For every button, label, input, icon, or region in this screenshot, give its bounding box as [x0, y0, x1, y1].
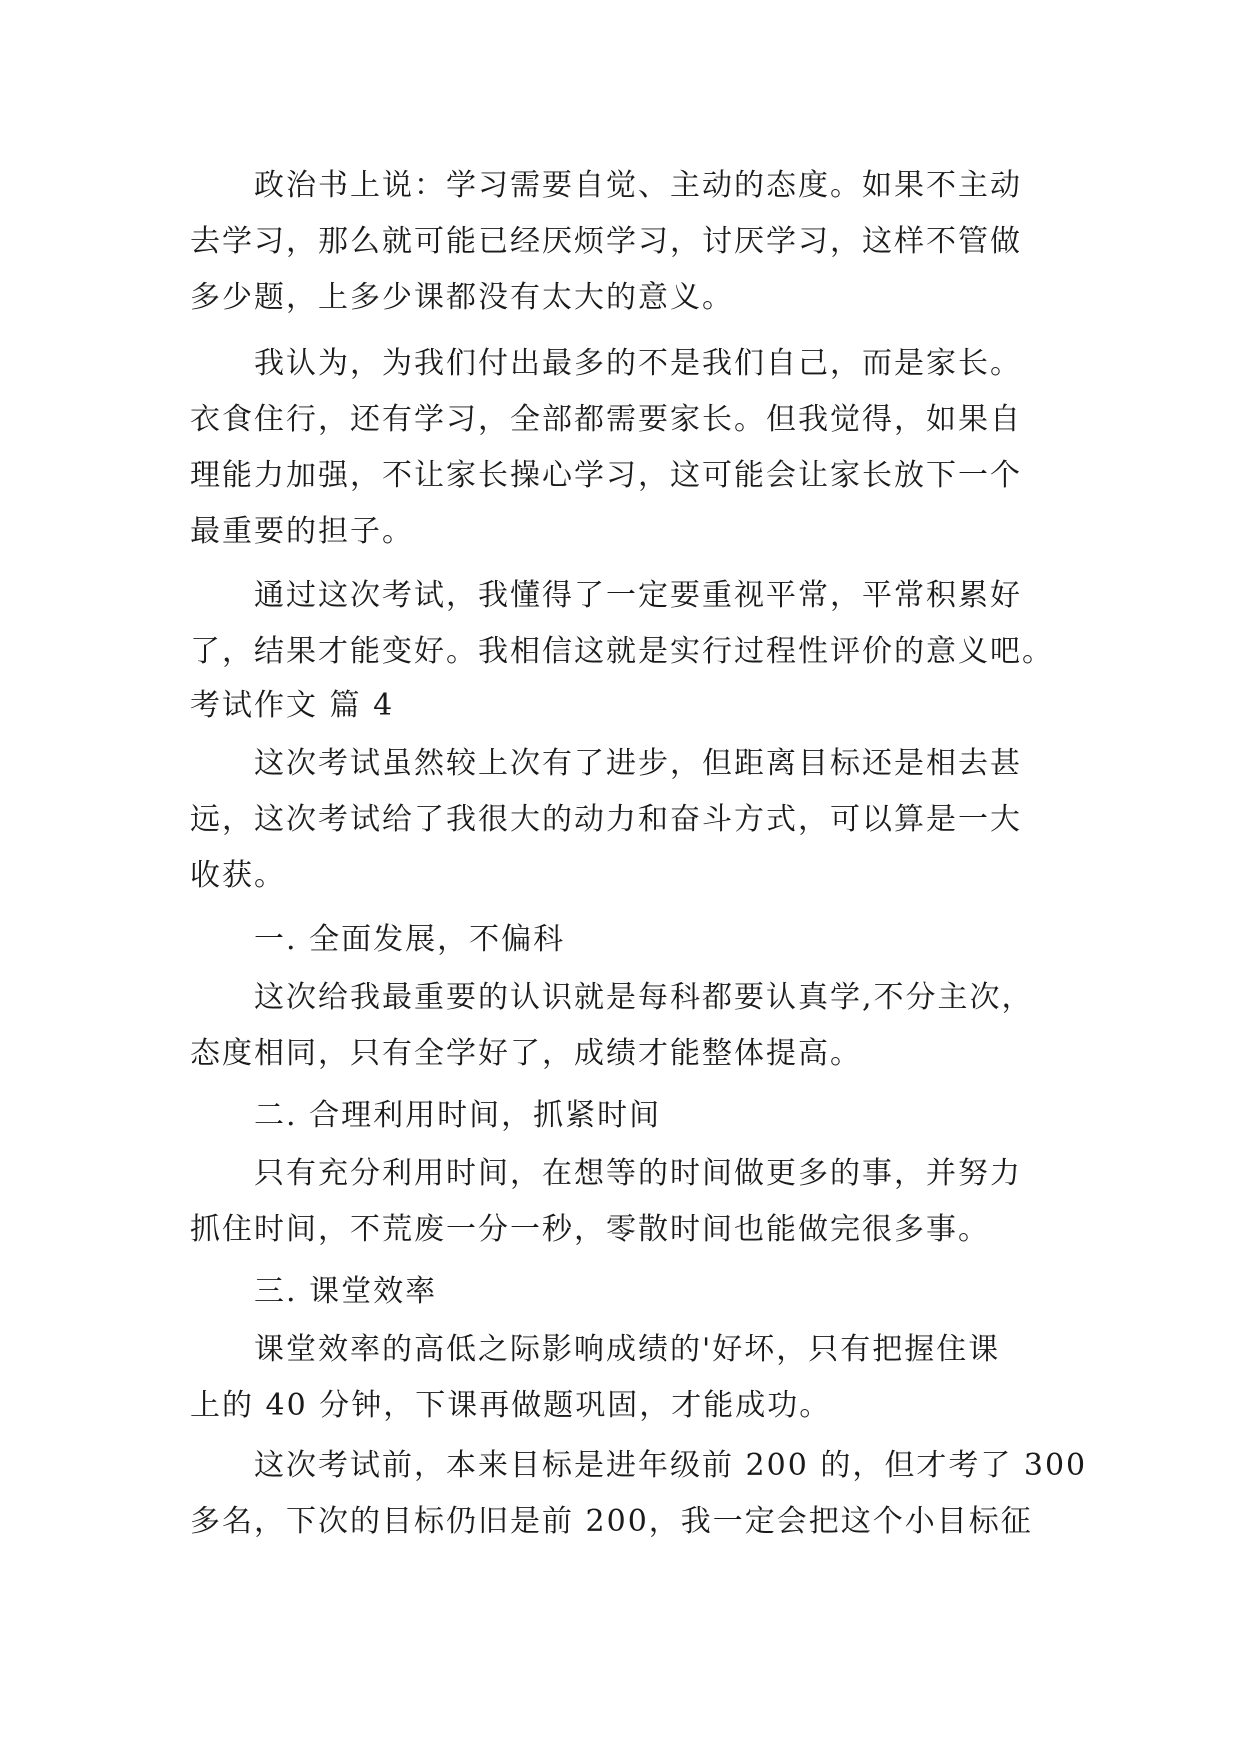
text-line: 多少题，上多少课都没有太大的意义。: [190, 280, 734, 315]
section-heading: 考试作文 篇 4: [190, 688, 395, 723]
text-line: 通过这次考试，我懂得了一定要重视平常，平常积累好: [254, 578, 1022, 613]
text-line: 最重要的担子。: [190, 514, 414, 549]
text-line: 理能力加强，不让家长操心学习，这可能会让家长放下一个: [190, 458, 1022, 493]
text-line: 衣食住行，还有学习，全部都需要家长。但我觉得，如果自: [190, 402, 1022, 437]
text-line: 去学习，那么就可能已经厌烦学习，讨厌学习，这样不管做: [190, 224, 1022, 259]
text-line: 只有充分利用时间，在想等的时间做更多的事，并努力: [254, 1156, 1022, 1191]
text-line: 这次考试前，本来目标是进年级前 200 的，但才考了 300: [254, 1448, 1088, 1483]
subheading: 一. 全面发展，不偏科: [254, 922, 566, 957]
subheading: 三. 课堂效率: [254, 1274, 438, 1309]
text-line: 课堂效率的高低之际影响成绩的'好坏，只有把握住课: [254, 1332, 1001, 1367]
text-line: 多名，下次的目标仍旧是前 200，我一定会把这个小目标征: [190, 1504, 1033, 1539]
text-line: 了，结果才能变好。我相信这就是实行过程性评价的意义吧。: [190, 634, 1054, 669]
text-line: 态度相同，只有全学好了，成绩才能整体提高。: [190, 1036, 862, 1071]
text-line: 远，这次考试给了我很大的动力和奋斗方式，可以算是一大: [190, 802, 1022, 837]
text-line: 抓住时间，不荒废一分一秒，零散时间也能做完很多事。: [190, 1212, 990, 1247]
text-line: 收获。: [190, 858, 286, 893]
text-line: 上的 40 分钟，下课再做题巩固，才能成功。: [190, 1388, 832, 1423]
text-line: 我认为，为我们付出最多的不是我们自己，而是家长。: [254, 346, 1022, 381]
text-line: 政治书上说：学习需要自觉、主动的态度。如果不主动: [254, 168, 1022, 203]
subheading: 二. 合理利用时间，抓紧时间: [254, 1098, 662, 1133]
text-line: 这次考试虽然较上次有了进步，但距离目标还是相去甚: [254, 746, 1022, 781]
text-line: 这次给我最重要的认识就是每科都要认真学,不分主次，: [254, 980, 1034, 1015]
